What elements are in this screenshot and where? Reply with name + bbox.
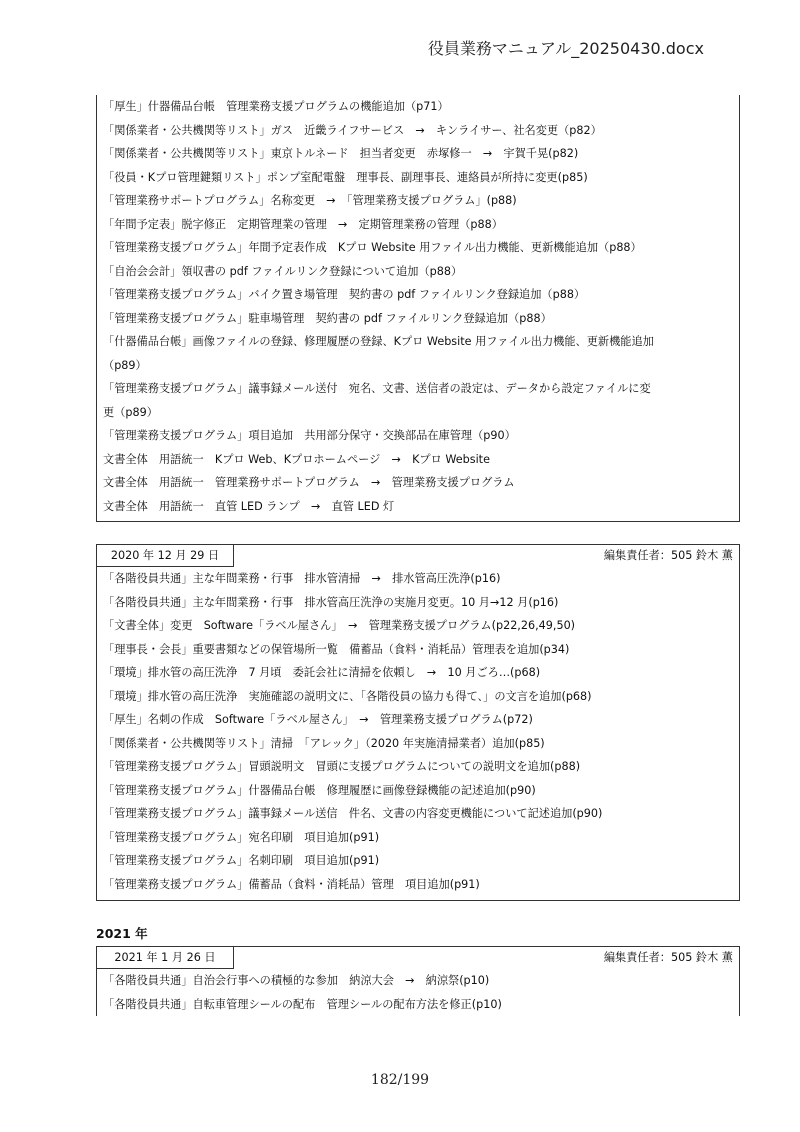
changelog-line: 「管理業務支援プログラム」議事録メール送信 件名、文書の内容変更機能について記述追加(p90) <box>103 807 603 820</box>
entry-date: 2021 年 1 月 26 日 <box>97 947 234 969</box>
changelog-lines <box>97 567 739 896</box>
changelog-line: 「管理業務支援プログラム」駐車場管理 契約書の pdf ファイルリンク登録追加（p88） <box>103 311 552 325</box>
changelog-line: 「各階役員共通」主な年間業務・行事 排水管高圧洗浄の実施月変更。10 月→12 月(p16) <box>103 595 559 609</box>
block-header <box>97 545 739 567</box>
changelog-line: 「環境」排水管の高圧洗浄 7 月頃 委託会社に清掃を依頼し → 10 月ごろ…(p68) <box>103 666 541 679</box>
editor-label: 編集責任者：505 鈴木 薫 <box>603 549 733 562</box>
changelog-line: 「管理業務支援プログラム」宛名印刷 項目追加(p91) <box>103 830 380 844</box>
changelog-line: 「什器備品台帳」画像ファイルの登録、修理履歴の登録、Kプロ Website 用ファイル出力機能、更新機能追加 <box>103 335 654 348</box>
changelog-line: 「自治会会計」領収書の pdf ファイルリンク登録について追加（p88） <box>103 264 463 278</box>
changelog-line: 「各階役員共通」自治会行事への積極的な参加 納涼大会 → 納涼祭(p10) <box>103 974 490 987</box>
changelog-line: 文書全体 用語統一 管理業務サポートプログラム → 管理業務支援プログラム <box>103 476 515 489</box>
changelog-line: 「管理業務支援プログラム」項目追加 共用部分保守・交換部品在庫管理（p90） <box>103 429 516 442</box>
changelog-line: 「管理業務支援プログラム」冒頭説明文 冒頭に支援プログラムについての説明文を追加(p88) <box>103 760 581 773</box>
changelog-line: 「理事長・会長」重要書類などの保管場所一覧 備蓄品（食料・消耗品）管理表を追加(p34) <box>103 642 570 656</box>
changelog-lines <box>97 969 739 1016</box>
page-number: 182/199 <box>370 1072 430 1088</box>
year-heading: 2021 年 <box>96 926 148 941</box>
changelog-line: 「厚生」名刺の作成 Software「ラベル屋さん」 → 管理業務支援プログラム(p72) <box>103 713 533 726</box>
entry-date: 2020 年 12 月 29 日 <box>97 545 234 567</box>
changelog-line: 「役員・Kプロ管理鍵類リスト」ポンプ室配電盤 理事長、副理事長、連絡員が所持に変更(p85) <box>103 170 588 184</box>
changelog-block-continued <box>96 95 740 522</box>
changelog-line: 更（p89） <box>103 405 158 419</box>
changelog-line: 「各階役員共通」自転車管理シールの配布 管理シールの配布方法を修正(p10) <box>103 997 502 1011</box>
changelog-line: 文書全体 用語統一 直管 LED ランプ → 直管 LED 灯 <box>103 499 395 513</box>
changelog-line: 「管理業務支援プログラム」名刺印刷 項目追加(p91) <box>103 854 380 867</box>
changelog-line: 「管理業務支援プログラム」バイク置き場管理 契約書の pdf ファイルリンク登録追加（p88） <box>103 288 586 301</box>
changelog-line: 「文書全体」変更 Software「ラベル屋さん」 → 管理業務支援プログラム(p22,26,49,50) <box>103 619 576 632</box>
changelog-line: 「各階役員共通」主な年間業務・行事 排水管清掃 → 排水管高圧洗浄(p16) <box>103 572 501 585</box>
changelog-line: 「管理業務サポートプログラム」名称変更 → 「管理業務支援プログラム」(p88) <box>103 194 517 207</box>
changelog-line: 「厚生」什器備品台帳 管理業務支援プログラムの機能追加（p71） <box>103 100 449 113</box>
changelog-block-2020-12-29 <box>96 544 740 901</box>
changelog-line: 「関係業者・公共機関等リスト」清掃 「アレック」（2020 年実施清掃業者）追加(p85) <box>103 736 545 750</box>
changelog-line: 「年間予定表」脱字修正 定期管理業の管理 → 定期管理業務の管理（p88） <box>103 217 503 231</box>
changelog-line: 「関係業者・公共機関等リスト」ガス 近畿ライフサービス → キンライサー、社名変更（p82） <box>103 123 602 137</box>
changelog-line: 「管理業務支援プログラム」備蓄品（食料・消耗品）管理 項目追加(p91) <box>103 877 480 891</box>
changelog-lines <box>97 95 739 518</box>
changelog-line: 文書全体 用語統一 Kプロ Web、Kプロホームページ → Kプロ Website <box>103 452 490 466</box>
changelog-line: 「管理業務支援プログラム」議事録メール送付 宛名、文書、送信者の設定は、データから設定ファイルに変 <box>103 382 651 395</box>
changelog-block-2021-01-26 <box>96 946 740 1016</box>
changelog-line: 「管理業務支援プログラム」年間予定表作成 Kプロ Website 用ファイル出力機能、更新機能追加（p88） <box>103 241 642 254</box>
changelog-line: 「関係業者・公共機関等リスト」東京トルネード 担当者変更 赤塚修一 → 宇賀千晃(p82) <box>103 147 579 160</box>
block-header <box>97 947 739 969</box>
document-filename: 役員業務マニュアル_20250430.docx <box>427 39 704 58</box>
changelog-line: 「環境」排水管の高圧洗浄 実施確認の説明文に、「各階役員の協力も得て、」の文言を追加(p68) <box>103 689 592 703</box>
changelog-line: （p89） <box>103 358 147 372</box>
changelog-line: 「管理業務支援プログラム」什器備品台帳 修理履歴に画像登録機能の記述追加(p90) <box>103 783 536 797</box>
editor-label: 編集責任者：505 鈴木 薫 <box>603 951 733 964</box>
